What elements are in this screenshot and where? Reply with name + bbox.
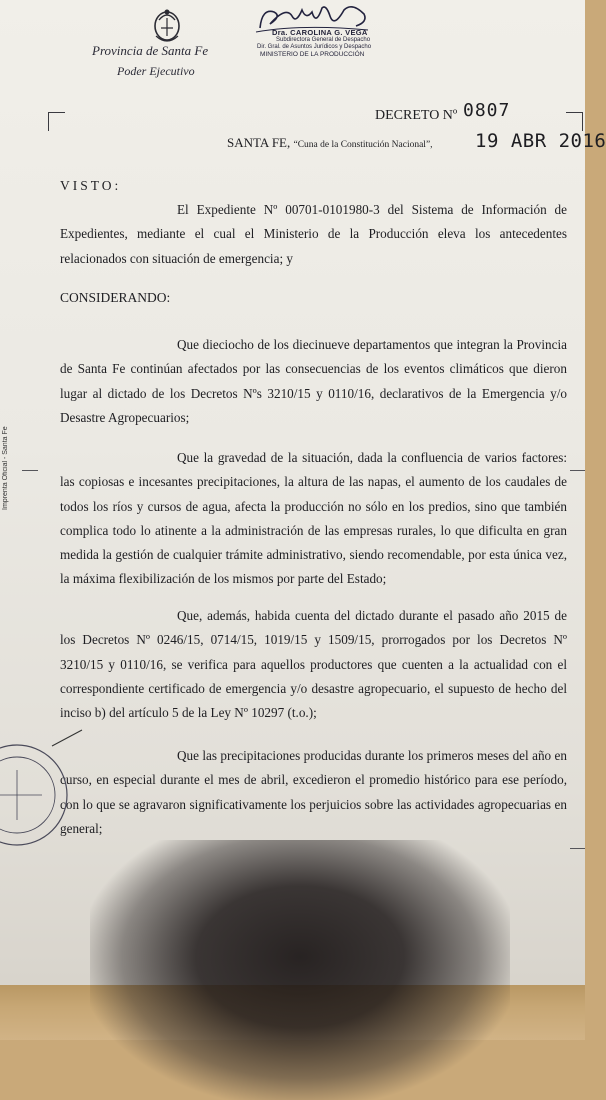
letterhead-province: Provincia de Santa Fe <box>92 43 209 58</box>
considerando-heading: CONSIDERANDO: <box>60 290 171 305</box>
place-motto: “Cuna de la Constitución Nacional”, <box>293 140 433 150</box>
considerando-paragraph-4: Que las precipitaciones producidas durante los primeros meses del año en curso, en especial durante el mes de abril, excedieron el promedio histórico para ese período, con lo que se agravaron significativamente los perjuicios sobre las actividades agropecuarias en general; <box>60 748 567 836</box>
corner-mark-right <box>566 112 583 131</box>
visto-heading: VISTO: <box>60 178 122 193</box>
place-name: SANTA FE, <box>227 135 291 150</box>
considerando-paragraph-3: Que, además, habida cuenta del dictado durante el pasado año 2015 de los Decretos Nº 0246/15, 0714/15, 1019/15 y 1509/15, prorrogados por los Decretos Nº 3210/15 y 0110/16, se verifica para aquellos productores que cuenten a la actualidad con el correspondiente certificado de emergencia y/o desastre agropecuario, el supuesto de hecho del inciso b) del artículo 5 de la Ley Nº 10297 (t.o.); <box>60 608 567 721</box>
considerando-paragraph-1: Que dieciocho de los diecinueve departamentos que integran la Provincia de Santa Fe continúan afectados por las consecuencias de los eventos climáticos que dieron lugar al dictado de los Decretos Nºs 3210/15 y 0110/16, declarativos de la Emergencia y/o Desastre Agropecuarios; <box>60 337 567 425</box>
coat-of-arms-icon <box>150 6 184 44</box>
corner-mark-left <box>48 112 65 131</box>
signature-stamp <box>252 2 372 58</box>
stamp-line-2: Dir. Gral. de Asuntos Jurídicos y Despacho <box>257 44 372 50</box>
side-note: Imprenta Oficial - Santa Fe <box>2 426 9 510</box>
margin-dash-3 <box>570 848 585 849</box>
margin-dash-1 <box>22 470 38 471</box>
official-seal-icon <box>0 740 72 850</box>
decree-date: 19 ABR 2016 <box>475 130 606 152</box>
stamp-line-1: Subdirectora General de Despacho <box>276 37 371 43</box>
stamp-line-3: MINISTERIO DE LA PRODUCCIÓN <box>260 51 365 58</box>
decree-number: 0807 <box>463 100 511 121</box>
decree-label: DECRETO Nº <box>375 108 458 123</box>
visto-paragraph: El Expediente Nº 00701-0101980-3 del Sistema de Información de Expedientes, mediante el cual el Ministerio de la Producción eleva los antecedentes relacionados con situación de emergencia; y <box>60 202 567 266</box>
table-surface <box>0 985 585 1040</box>
letterhead-power: Poder Ejecutivo <box>117 64 195 78</box>
margin-dash-2 <box>570 470 585 471</box>
considerando-paragraph-2: Que la gravedad de la situación, dada la confluencia de varios factores: las copiosas e incesantes precipitaciones, la altura de las napas, el aumento de los caudales de todos los ríos y cursos de agua, afecta la producción no sólo en los predios, sino que también complica todo lo atinente a la administración de las empresas rurales, lo que dificulta en gran medida la gestión de cualquier trámite administrativo, siendo recomendable, por esta única vez, la máxima flexibilización de los mismos por parte del Estado; <box>60 450 567 587</box>
stamp-name: Dra. CAROLINA G. VEGA <box>272 28 368 37</box>
decree-place <box>227 135 433 151</box>
